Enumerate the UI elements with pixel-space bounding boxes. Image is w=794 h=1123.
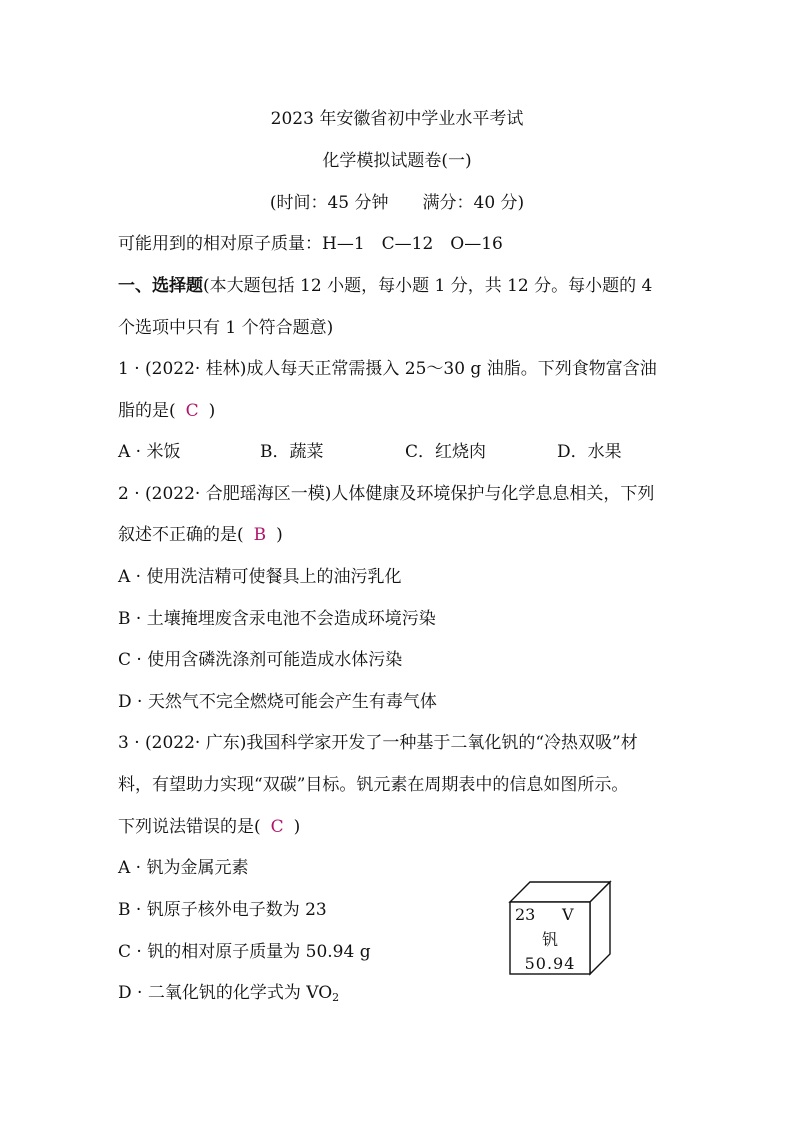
section-heading-line [118,275,652,297]
question-2-line2 [118,524,283,546]
q2-option-d: D · 天然气不完全燃烧可能会产生有毒气体 [118,692,437,712]
section-desc: (本大题包括 12 小题，每小题 1 分，共 12 分。每小题的 4 [203,276,653,296]
q1-option-d: D．水果 [557,442,622,462]
question-1-options [118,441,622,463]
vanadium-element-card [508,880,612,976]
element-symbol: V [562,905,574,924]
q1-answer: C [185,401,199,421]
question-3-line2: 料，有望助力实现“双碳”目标。钒元素在周期表中的信息如图所示。 [118,775,629,795]
exam-time-score [0,192,794,214]
question-3-line1: 3 · (2022· 广东)我国科学家开发了一种基于二氧化钒的“冷热双吸”材 [118,733,638,753]
section-desc-cont: 个选项中只有 1 个符合题意) [118,318,334,338]
time-info: (时间：45 分钟 [269,193,389,213]
q1-option-b: B．蔬菜 [260,442,324,462]
q1-option-c: C．红烧肉 [405,442,487,462]
q1-paren-close: ) [208,401,216,421]
q3-option-d-text: D · 二氧化钒的化学式为 VO [118,983,333,1003]
element-atomic-mass: 50.94 [524,954,576,973]
q2-paren-close: ) [276,525,283,545]
q2-option-c: C · 使用含磷洗涤剂可能造成水体污染 [118,650,403,670]
q3-stem-end: 下列说法错误的是( [118,817,261,837]
q3-option-d-subscript: 2 [332,991,340,1004]
q3-option-a: A · 钒为金属元素 [118,858,249,878]
atomic-masses: 可能用到的相对原子质量：H—1 C—12 O—16 [118,234,503,254]
question-1-line1: 1 · (2022· 桂林)成人每天正常需摄入 25～30 g 油脂。下列食物富含油 [118,359,657,379]
exam-title: 2023 年安徽省初中学业水平考试 [270,109,524,129]
question-2-line1: 2 · (2022· 合肥瑶海区一模)人体健康及环境保护与化学息息相关，下列 [118,484,655,504]
q2-option-a: A · 使用洗洁精可使餐具上的油污乳化 [118,567,402,587]
question-1-line2 [118,400,215,422]
section-heading: 一、选择题 [118,276,203,296]
q3-answer: C [270,817,284,837]
q2-stem-end: 叙述不正确的是( [118,525,244,545]
q3-option-d [118,982,339,1009]
q3-paren-close: ) [293,817,301,837]
q2-option-b: B · 土壤掩埋废含汞电池不会造成环境污染 [118,609,436,629]
q1-stem-end: 脂的是( [118,401,176,421]
q3-option-c: C · 钒的相对原子质量为 50.94 g [118,942,371,962]
exam-subtitle: 化学模拟试题卷(一) [322,151,472,171]
q2-answer: B [253,525,267,545]
score-info: 满分：40 分) [422,193,525,213]
element-atomic-number: 23 [515,905,536,924]
element-name: 钒 [541,930,559,949]
question-3-line3 [118,816,300,838]
q3-option-b: B · 钒原子核外电子数为 23 [118,900,327,920]
q1-option-a: A · 米饭 [118,442,181,462]
